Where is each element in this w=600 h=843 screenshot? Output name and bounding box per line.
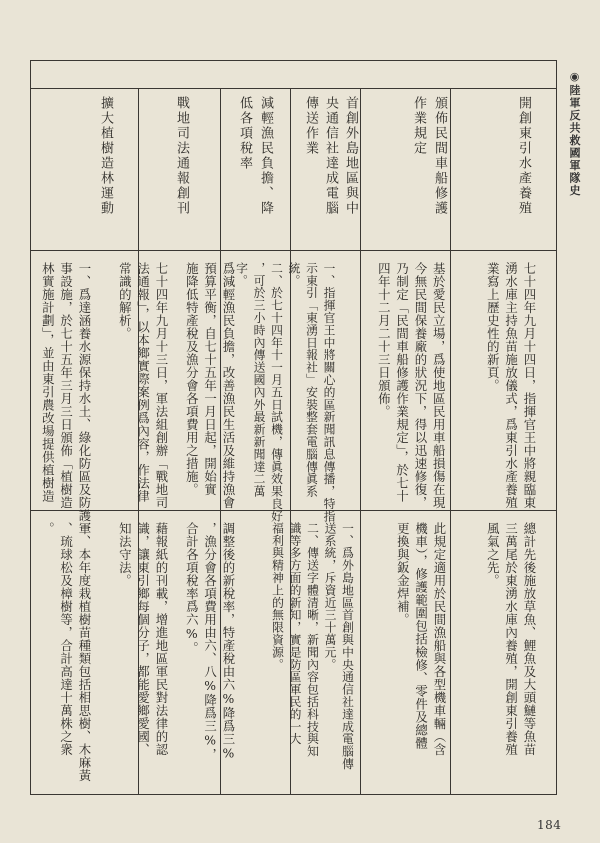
row-title: 首創外島地區與中 央通信社達成電腦 傳送作業: [303, 96, 358, 216]
title-row-rule: [30, 250, 557, 251]
header-band-rule: [30, 88, 557, 89]
row-description: 一、爲達涵養水源保持水土、綠化防區及防護軍 事設施，於七十五年三月三日頒佈「植樹造 林實施計劃」，並由東引農改場提供植樹造: [40, 262, 92, 535]
page-number: 184: [537, 818, 562, 832]
topic-divider: [450, 88, 451, 795]
row-title: 戰地司法通報創刊: [174, 96, 189, 216]
row-description: 七十四年九月十四日，指揮官王中將親臨東 湧水庫主持魚苗施放儀式，爲東引水產養殖 業寫上歷史性的新頁。: [485, 262, 537, 509]
row-result: 藉報紙的刊載，增進地區軍民對法律的認 識，讓東引鄉每個分子，都能愛鄉愛國、 知法守法。: [117, 522, 169, 756]
row-title: 頒佈民間車船修護 作業規定: [411, 96, 447, 216]
row-result: 調整後的新稅率，特產稅由六%降爲三% ，漁分會各項費用由六、八%降爲三%， 合計各項稅率爲六%。: [184, 522, 236, 762]
row-description: 基於愛民立場，爲使地區民用車船損傷在現 今無民間保養廠的狀況下，得以迅速修復， 乃制定「民間車船修護作業規定」，於七十 四年十二月二十三日頒佈。: [376, 262, 447, 509]
row-result: 一、本年度栽植樹苗種類包括相思樹、木麻黃 、琉球松及樟樹等，合計高達十萬株之衆 。: [40, 522, 92, 782]
running-header: ◉陸軍反共救國軍隊史: [568, 70, 581, 197]
row-result: 此規定適用於民間漁船與各型機車輛（含 機車），修護範圍包括檢修、零件及總體 更換與鈑金焊補。: [395, 522, 447, 756]
row-title: 開創東引水產養殖: [516, 96, 531, 216]
row-title: 減輕漁民負擔、降 低各項稅率: [237, 96, 273, 216]
row-description: 一、指揮官王中將關心的區新聞訊息傳播，特指 示東引「東湧日報社」安裝整套電腦傳眞系 統。 二、於七十四年十一月五日試機，傳眞效果良好 ，可於三小時內傳送國內外最新新聞達二萬 字。: [234, 262, 336, 523]
row-title: 擴大植樹造林運動: [98, 96, 113, 216]
row-description: 爲減輕漁民負擔，改善漁民生活及維持漁會 預算平衡，自七十五年一月日起，開始實 施降低特產稅及漁分會各項費用之措施。: [184, 262, 236, 509]
topic-divider: [360, 88, 361, 795]
middle-rule: [30, 510, 557, 511]
row-description: 七十四年九月十三日，軍法組創辦「戰地司 法通報」，以本鄉實際案例爲內容，作法律 常識的解析。: [117, 262, 169, 509]
row-result: 總計先後施放草魚、鯉魚及大頭鰱等魚苗 三萬尾於東湧水庫內養殖，開創東引養殖 風氣之先。: [485, 522, 537, 756]
row-result: 一、爲外島地區首創與中央通信社達成電腦傳 送系統，斥資近三十萬元。 二、傳送字體清晰，新聞內容包括科技與知 識等多方面的新知，實是防區軍民的一大 福利與精神上的無限資源。: [270, 522, 355, 770]
